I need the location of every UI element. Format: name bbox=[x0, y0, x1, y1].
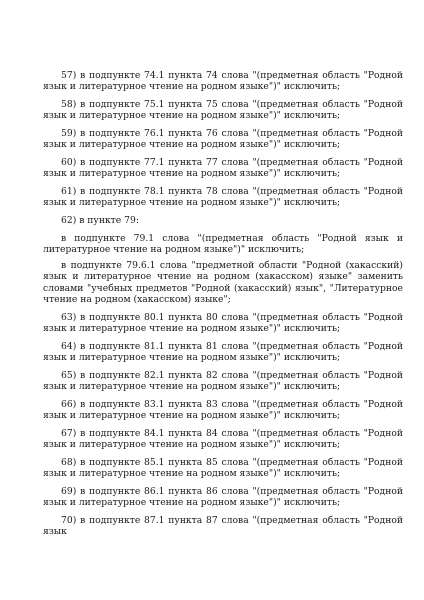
list-item-64: 64) в подпункте 81.1 пункта 81 слова "(предметная область "Родной язык и литературное чтение на родном языке")" исключить; bbox=[43, 340, 403, 363]
sub-item-79-1: в подпункте 79.1 слова "(предметная область "Родной язык и литературное чтение на родном языке")" исключить; bbox=[43, 232, 403, 255]
list-item-59: 59) в подпункте 76.1 пункта 76 слова "(предметная область "Родной язык и литературное чтение на родном языке")" исключить; bbox=[43, 128, 403, 151]
list-item-65: 65) в подпункте 82.1 пункта 82 слова "(предметная область "Родной язык и литературное чтение на родном языке")" исключить; bbox=[43, 369, 403, 392]
list-item-60: 60) в подпункте 77.1 пункта 77 слова "(предметная область "Родной язык и литературное чтение на родном языке")" исключить; bbox=[43, 157, 403, 180]
sub-item-79-6-1: в подпункте 79.6.1 слова "предметной области "Родной (хакасский) язык и литературное чтение на родном (хакасском) языке" заменить словами "учебных предметов "Родной (хакасский) язык", "Литературное чтение на родном (хакасском) языке"; bbox=[43, 260, 403, 305]
list-item-69: 69) в подпункте 86.1 пункта 86 слова "(предметная область "Родной язык и литературное чтение на родном языке")" исключить; bbox=[43, 485, 403, 508]
document-body bbox=[43, 70, 403, 544]
list-item-67: 67) в подпункте 84.1 пункта 84 слова "(предметная область "Родной язык и литературное чтение на родном языке")" исключить; bbox=[43, 427, 403, 450]
list-item-57: 57) в подпункте 74.1 пункта 74 слова "(предметная область "Родной язык и литературное чтение на родном языке")" исключить; bbox=[43, 70, 403, 93]
list-item-58: 58) в подпункте 75.1 пункта 75 слова "(предметная область "Родной язык и литературное чтение на родном языке")" исключить; bbox=[43, 99, 403, 122]
list-item-66: 66) в подпункте 83.1 пункта 83 слова "(предметная область "Родной язык и литературное чтение на родном языке")" исключить; bbox=[43, 398, 403, 421]
list-item-70: 70) в подпункте 87.1 пункта 87 слова "(предметная область "Родной язык bbox=[43, 514, 403, 537]
list-item-68: 68) в подпункте 85.1 пункта 85 слова "(предметная область "Родной язык и литературное чтение на родном языке")" исключить; bbox=[43, 456, 403, 479]
list-item-63: 63) в подпункте 80.1 пункта 80 слова "(предметная область "Родной язык и литературное чтение на родном языке")" исключить; bbox=[43, 311, 403, 334]
list-item-62: 62) в пункте 79: bbox=[61, 215, 139, 226]
list-item-61: 61) в подпункте 78.1 пункта 78 слова "(предметная область "Родной язык и литературное чтение на родном языке")" исключить; bbox=[43, 186, 403, 209]
